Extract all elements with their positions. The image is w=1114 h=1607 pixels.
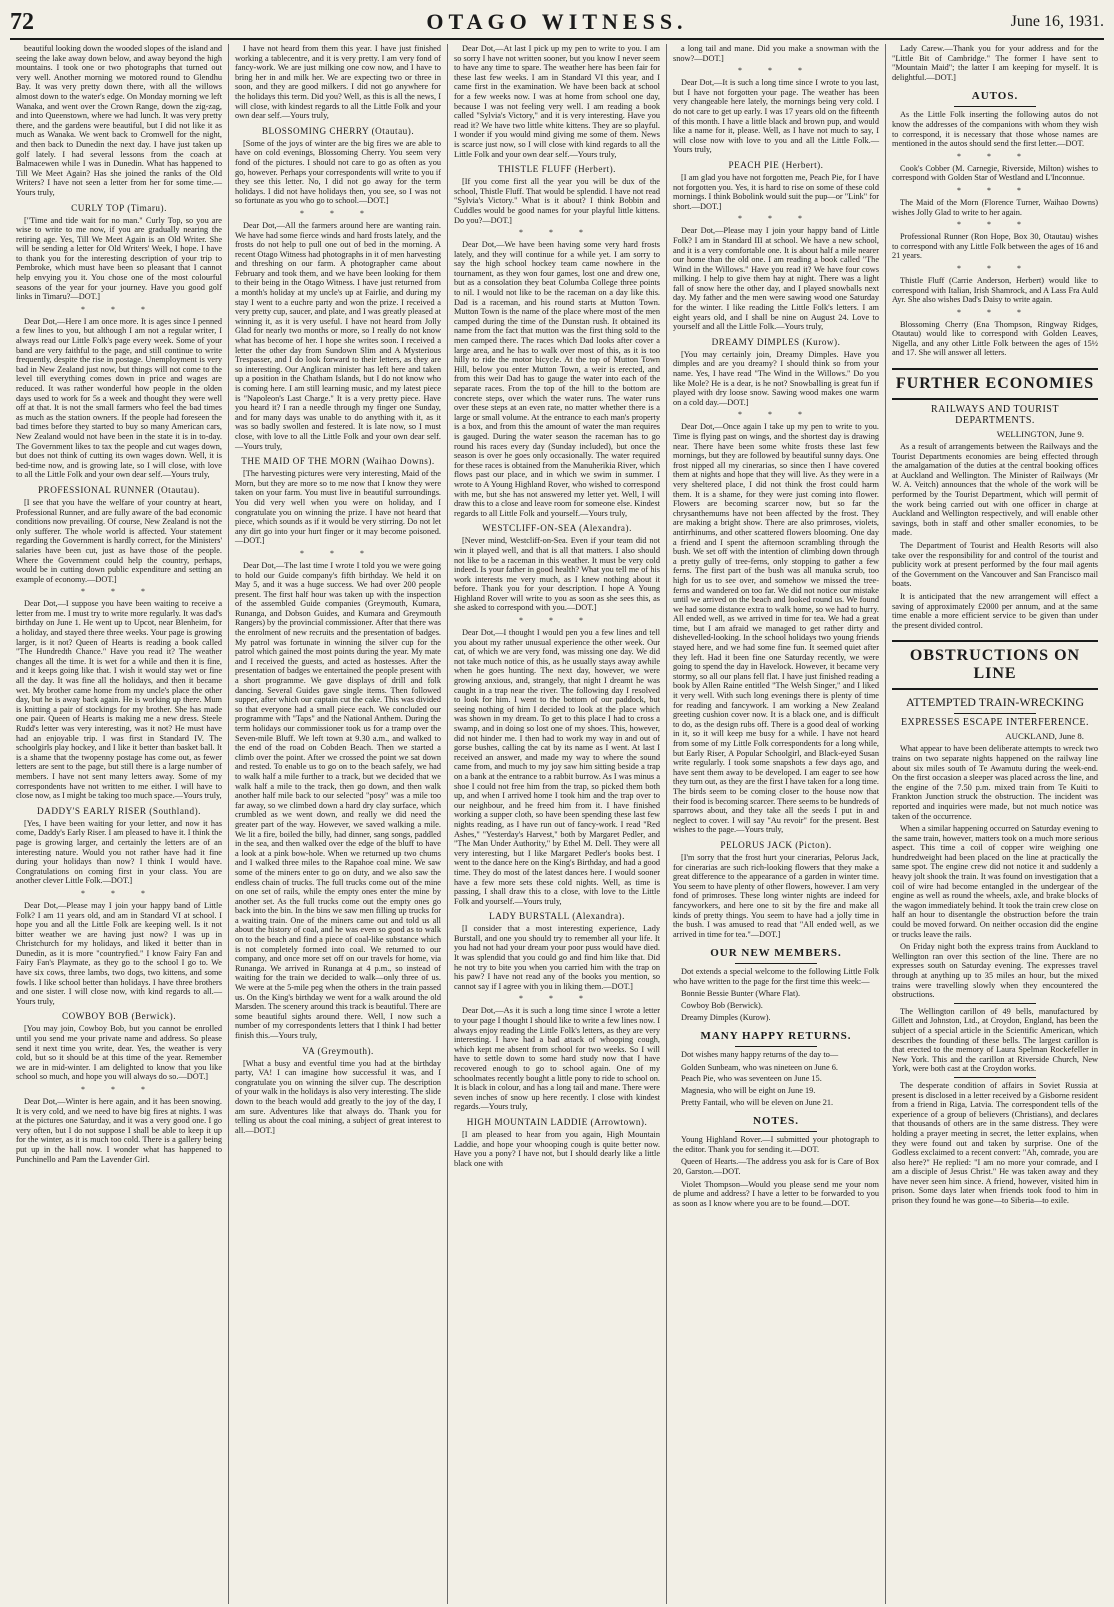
star-divider: * * *	[81, 888, 157, 898]
note-item: Young Highland Rover.—I submitted your photograph to the editor. Thank you for sending it.—DOT.	[673, 1135, 879, 1154]
issue-date: June 16, 1931.	[1010, 13, 1104, 30]
article-paragraph: On Friday night both the express trains from Auckland to Wellington ran over this section of the line. There are no expresses south on Saturday evening. The expresses travel through at anything up to 35 miles an hour, but the mixed trains were travelling slowly when they encountered the obstructions.	[892, 942, 1098, 1000]
star-divider: * * *	[957, 185, 1033, 195]
dot-reply: [Never mind, Westcliff-on-Sea. Even if your team did not win it played well, and that is all that matters. I also should not like to be a raceman in this weather. It must be very cold indeed. Is your father in good health? What you tell me of his work interests me very much, as I knew nothing about it before. Thank you for your description. I hope A Young Highland Rover will write to you as soon as she sees this, as she asked to correspond with you.—DOT.]	[454, 536, 660, 613]
letter-text: beautiful looking down the wooded slopes of the island and seeing the lake away down below, and away beyond the high mountains. I took one or two photographs that turned out very well. Another morning we motored round to Glendhu Bay. It was very pretty down there, with all the willows almost down to the water's edge. On Monday morning we left Wanaka, and went over the Crown Range, down the zig-zag, and into Queenstown, where we had lunch. It was very pretty there, and the gardens were beautiful, but I did not like it as much as Wanaka. We went back to Cromwell for the night, and then back to Dunedin the next day. I have just taken up golf lately. I had several lessons from the coach at Balmacewen while I was in Dunedin. What has happened to Till We Meet Again? Has she joined the ranks of the Old Writers? I have not seen a letter from her for some time.—Yours truly,	[16, 44, 222, 197]
heading-rule	[735, 1131, 817, 1132]
member-item: Bonnie Bessie Bunter (Whare Flat).	[681, 989, 801, 999]
columns	[10, 44, 1104, 1604]
star-divider: * * *	[738, 214, 814, 224]
letter-signature: CURLY TOP (Timaru).	[71, 202, 167, 213]
letter-text: Dear Dot,—We have been having some very hard frosts lately, and they will continue for a while yet. I am sorry to say the high school hockey team came nowhere in the tournament, as they won four games, lost one and drew one, but as a consolation they beat Columba College three points to nil. I would not like to be the raceman on a day like this. Dad is a raceman, and his round starts at Mutton Town. Mutton Town is the name of the place where most of the men camped during the time of the Dunstan rush. It obtained its name from the fact that mutton was the first thing sold to the men camped there. The races which Dad looks after cover a large area, and he has to walk over most of this, as it is too hilly to ride the motor bicycle. At the top of Mutton Town Hill, below you enter Mutton Town, a weir is erected, and from this weir Dad has to gauge the water into each of the separate races. From the top of the hill to the bottom are concrete steps, over which the water runs. The water runs over these steps at an even rate, no matter whether there is a large or small volume. At the entrance to each man's property is a box, and from this the amount of water the man requires is gauged. During the water season the raceman has to go round his races every day (Sunday included), but once the season is over he goes only occasionally. The water required for these races is obtained from the Manuherikia River, which flows past our place, and in which we swim in summer. I wrote to A Young Highland Rover, who wished to correspond with me, but she has not answered my letter yet. Well, I will draw this to a close and leave room for someone else. Kindest regards to all Little Folk and yourself.—Yours truly,	[454, 240, 660, 518]
letter-text: Dear Dot,—Once again I take up my pen to write to you. Time is flying past on wings, and the shortest day is drawing near. There have been some white frosts these last few mornings, but they are followed by beautiful sunny days. One frost nipped all my cinerarias, so since then I have covered them at nights and hope that they will live. As they were in a very sheltered place, I did not think the frost could harm them. It is a shame, for they were just coming into flower. Flowers are becoming scarcer now, but so far the chrysanthemums have not been affected by the frost. They are making a bright show. There are also primroses, violets, antirrhinums, and other scattered flowers blooming. One day a friend and I spent the afternoon scrambling through the bush. We set off with the intention of climbing down through a pretty gully of tree-ferns, only stopping to gather a few ferns. The first part of the bush was all manuka scrub, too high for us to see over, and somehow we missed the tree-ferns and wandered on too far. We did not notice our mistake until we arrived on the beach and looked round us. We found we had some distance extra to walk home, so we had to hurry. All ended well, as we arrived in time for tea. We had a great time, but I am afraid we managed to get rather dirty and dishevelled-looking. In the school holidays two young friends stayed here, and we had some fine fun. It seemed quiet after they left. Had it been fine one Saturday recently, we were going to spend the day in Havelock. However, it became very stormy, so all our plans fell flat. I have just finished reading a book by Allen Raine entitled "The Welsh Singer," and I liked it very well. With such long evenings there is plenty of time for reading and fancywork. I am working a New Zealand greeting cushion cover now. It is a black one, and is difficult to do, as the design rubs off. There is a good deal of working in it, so it will keep me busy for a while. I have not heard from some of my Little Folk correspondents for a long while, but Early Riser, A Popular Schoolgirl, and Black-eyed Susan write regularly. I took some snapshots a few days ago, and have sent them away to be developed. I am eager to see how they turn out, as they are the first I have taken for a long time. The birds seem to be coming closer to the house now that their food is becoming scarcer. There seems to be hundreds of sparrows about, and they take all the seeds I put in and neglect to cover. I will say "Au revoir" for the present. Best wishes to the page.—Yours truly,	[673, 422, 879, 835]
dot-reply: [The harvesting pictures were very interesting, Maid of the Morn, but they are more so to me now that I know they were taken on your farm. You must live in beautiful surroundings. You did very well when you were on holiday, and I congratulate you on winning the prize. I have not heard that piece, which sounds as if it would be very stirring. Do not let any dirt go into your hurt finger or it may become poisoned.—DOT.]	[235, 469, 441, 546]
further-economies-headline: FURTHER ECONOMIES	[892, 368, 1098, 400]
letter-signature: PROFESSIONAL RUNNER (Otautau).	[38, 484, 200, 495]
masthead	[10, 6, 1104, 40]
dot-reply: [If you come first all the year you will be dux of the school, Thistle Fluff. That would be splendid. I have not read "Sylvia's Victory." What is it about? I think Bobbin and Cuddles would be good names for your playful little kittens. Do you?—DOT.]	[454, 177, 660, 225]
letter-signature: THISTLE FLUFF (Herbert).	[498, 164, 616, 175]
dot-reply: [I consider that a most interesting experience, Lady Burstall, and one you should try to remember all your life. It you had not had your dream your poor puss would have died. It was splendid that you could go and find him like that. Did he not try to bite you when you carried him with the trap on his paw? I have not read any of the books you mention, so cannot say if I agree with you in liking them.—DOT.]	[454, 924, 660, 991]
dot-reply: [What a busy and eventful time you had at the birthday party, VA! I can imagine how successful it was, and I congratulate you on winning the silver cup. The description of your walk in the holidays is also very interesting. The slide down to the beach would add greatly to the joy of the day, I am sure. Adventures like that always do. Thank you for telling us about the coal mining, a subject of great interest to all.—DOT.]	[235, 1058, 441, 1135]
dot-reply: a long tail and mane. Did you make a snowman with the snow?—DOT.]	[673, 44, 879, 63]
dot-reply: [Yes, I have been waiting for your letter, and now it has come, Daddy's Early Riser. I am pleased to have it. I think the page is growing larger, and certainly the letters are of an interesting nature. Would you not rather have had it fine during your holidays than now? I think I would have. Congratulations on coming first in your class. You are another clever Little Folk.—DOT.]	[16, 818, 222, 886]
letter-signature: PEACH PIE (Herbert).	[728, 159, 824, 170]
dot-reply: [You may join, Cowboy Bob, but you cannot be enrolled until you send me your private name and address. So please send it next time you write, dear. Yes, the weather is very cold, but so it should be at this time of the year. Remember we are in mid-winter. I am delighted to know that you like school so much, and hope you will always do so.—DOT.]	[16, 1024, 222, 1082]
economies-dateline: WELLINGTON, June 9.	[996, 429, 1084, 440]
dot-reply: [I am pleased to hear from you again, High Mountain Laddie, and hope your whooping cough is quite better now. Have you a pony? I have not, but I should dearly like a little black one with	[454, 1129, 660, 1168]
notes-heading: NOTES.	[752, 1115, 800, 1128]
letter-text: I have not heard from them this year. I have just finished working a tablecentre, and it is very pretty. I am very fond of fancy-work. We are just milking one cow now, and I have to bring her in and milk her. We are expecting two or three in soon, and they are good milkers. I did not go anywhere for the holidays this term. Did you? Well, as this is all the news, I will close, with kindest regards to all the Little Folk and your own dear self.—Yours truly,	[235, 44, 441, 121]
column-5	[886, 44, 1104, 1604]
letter-signature: COWBOY BOB (Berwick).	[61, 1011, 177, 1022]
dot-reply: ["Time and tide wait for no man." Curly Top, so you are wise to write to me now, if you are gradually nearing the retiring age. Yes, Till We Meet Again is an Old Writer. She will be sending a letter for Old Writers' Week, I hope. I have to thank you for the interesting description of your trip to Pembroke, which must have been so pleasant that I cannot help envying you it. You chose one of the most colourful seasons of the year for your journey. Have you good golf links in Timaru?—DOT.]	[16, 215, 222, 302]
heading-rule	[735, 963, 817, 964]
letter-signature: DREAMY DIMPLES (Kurow).	[711, 336, 841, 347]
dot-reply: [I'm sorry that the frost hurt your cinerarias, Pelorus Jack, for cinerarias are such rich-looking flowers that they make a great difference to the appearance of a garden in winter time. You seem to have plenty of other flowers, however. I am very fond of primroses. These long winter nights are indeed for fancyworkers, and here one to sit by the fire and make all kinds of pretty things. You seem to have had a jolly time in the bush. I was amused to read that "All ended well, as we arrived in time for tea."—DOT.]	[673, 852, 879, 939]
letter-text: Dear Dot,—Please may I join your happy band of Little Folk? I am in Standard III at school. We have a new school, and it is a very comfortable one. It is about half a mile nearer our home than the old one. I am reading a book called "The Wind in the Willows." Have you read it? We have four cows milking. I help to give them hay at night. There was a light fall of snow here the other day, and I played snowballs next day. My father and the men were sawing wood one Saturday for the winter. I like reading the Little Folk's letters. I am eight years old, and I shall be nine on August 24. Love to yourself and all the Little Folk.—Yours truly,	[673, 226, 879, 332]
birthday-item: Peach Pie, who was seventeen on June 15.	[681, 1074, 822, 1084]
auto-item: The Maid of the Morn (Florence Turner, Waihao Downs) wishes Jolly Glad to write to her again.	[892, 197, 1098, 217]
article-paragraph: What appear to have been deliberate attempts to wreck two trains on two separate nights happened on the railway line about six miles south of Te Awamutu during the week-end. On the first occasion a sleeper was placed across the line, and the engine of the 7.50 p.m. mixed train from Te Kuiti to Frankton Junction struck the obstruction. The incident was reported and inquiries were made, but not much notice was taken of the occurrence.	[892, 744, 1098, 821]
birthday-item: Pretty Fantail, who will be eleven on June 21.	[681, 1097, 834, 1107]
happy-returns-heading: MANY HAPPY RETURNS.	[700, 1030, 852, 1043]
article-paragraph: The Department of Tourist and Health Resorts will also take over the responsibility for and control of the tourist and publicity work at present performed by the four mail agents of the Government on the Vancouver and San Francisco mail boats.	[892, 541, 1098, 589]
star-divider: * * *	[81, 587, 157, 597]
star-divider: * * *	[81, 304, 157, 314]
obstructions-headline: OBSTRUCTIONS ON LINE	[892, 640, 1098, 690]
returns-intro: Dot wishes many happy returns of the day to—	[681, 1050, 839, 1060]
article-paragraph: As a result of arrangements between the Railways and the Tourist Departments economies are being effected through the amalgamation of the duties at the central booking offices at Auckland and Wellington. The Minister of Railways (Mr W. A. Veitch) announces that the whole of the work will be performed by the Tourist Department, which will permit of the work being carried out with one officer in charge at Auckland and Wellington respectively, and will enable other savings, both in staff and other smaller economies, to be made.	[892, 442, 1098, 538]
star-divider: * * *	[300, 208, 376, 218]
star-divider: * * *	[519, 994, 595, 1004]
new-members-heading: OUR NEW MEMBERS.	[710, 947, 842, 960]
letter-text: Dear Dot,—I thought I would pen you a few lines and tell you about my rather unusual experience the other week. Our cat, of which we are very fond, was missing one day. We did not take much notice of this, as he usually stays away awhile when he goes hunting. The next day, however, we were growing anxious, and, strangely, that night I dreamt he was caught in a trap near the river. The following day I resolved to look for him. I went to the bottom of our paddock, but seeing nothing of him I decided to look at the place which was shown in my dream. To get to this place I had to cross a swamp, and in doing so lost one of my shoes. This, however, did not hinder me. I then had to work my way in and out of gorse bushes, calling the cat by its name as I went. At last I received an answer, and made my way to where the sound came from, and much to my joy saw him sitting beside a trap on a bank at the entrance to a rabbit burrow. As I was minus a shoe I could not free him from the trap, so picked them both up, and when I arrived home I took him and the trap over to our neighbour, and he freed him from it. I have finished working a supper cloth, so have been spending these last few nights reading, as I have run out of fancy-work. I read "Red Ashes," "Yesterday's Harvest," both by Margaret Pedler, and "The Man Under Authority," by Ethel M. Dell. They were all very interesting, but I like Margaret Pedler's books best. I went to the dance here on the King's Birthday, and had a good time. They do most of the latest dances here. I would sooner have a few more sets these cold nights. Well, as time is passing, I shall draw this to a close, with love to the Little Folk and yourself.—Yours truly,	[454, 628, 660, 906]
letter-signature: BLOSSOMING CHERRY (Otautau).	[261, 125, 415, 136]
note-item: Queen of Hearts.—The address you ask for is Care of Box 20, Garston.—DOT.	[673, 1157, 879, 1176]
star-divider: * * *	[957, 151, 1033, 161]
star-divider: * * *	[957, 263, 1033, 273]
article-rule	[954, 1003, 1036, 1004]
star-divider: * * *	[738, 410, 814, 420]
note-item: Lady Carew.—Thank you for your address and for the "Little Bit of Cambridge." The former I have sent to "Mountain Maid"; the latter I am keeping for myself. It is delightful.—DOT.]	[892, 44, 1098, 82]
letter-signature: PELORUS JACK (Picton).	[720, 839, 832, 850]
birthday-item: Magnesia, who will be eight on June 19.	[681, 1086, 816, 1096]
letter-text: Dear Dot,—Please may I join your happy band of Little Folk? I am 11 years old, and am in Standard VI at school. I hope you and all the Little Folk are keeping well. Is it not bitter weather we are having just now? I was up in Christchurch for my holidays, and liked it better than in Dunedin, as it is more "countryfied." I know Fairy Fan and Fairy Fan's Playmate, as they go to the school I go to. We have six cows, three lambs, two dogs, two kittens, and some fowls. I like school better than holidays. I have three brothers and one sister. I will close now, with kind regards to all.—Yours truly,	[16, 900, 222, 1006]
star-divider: * * *	[81, 1085, 157, 1094]
letter-text: Dear Dot,—At last I pick up my pen to write to you. I am so sorry I have not written sooner, but you know I never seem to have any time to spare. The weather here has been fair for these last few weeks. I am in Standard VI this year, and I came first in the examination. We have been back at school for a few weeks now. I was at home from school one day, because I was not feeling very well. I am reading a book called "Sylvia's Victory," and it is very interesting. Have you read it? We have two little white kittens. They are so playful. I wonder if you would mind giving me some of them. News is scarce just now, so I will close with kind regards to all the Little Folk and your own dear self.—Yours truly,	[454, 44, 660, 159]
economies-subhead: RAILWAYS AND TOURIST DEPARTMENTS.	[931, 404, 1059, 427]
column-2	[229, 44, 448, 1604]
star-divider: * * *	[957, 307, 1033, 317]
letter-signature: LADY BURSTALL (Alexandra).	[489, 911, 625, 922]
star-divider: * * *	[957, 220, 1033, 230]
star-divider: * * *	[519, 616, 595, 626]
member-item: Dreamy Dimples (Kurow).	[681, 1012, 771, 1022]
auto-item: Blossoming Cherry (Ena Thompson, Ringway Ridges, Otautau) would like to correspond with Golden Leaves, Nigella, and any other Little Folk between the ages of 15½ and 17. She will answer all letters.	[892, 319, 1098, 358]
dot-reply: [I am glad you have not forgotten me, Peach Pie, for I have not forgotten you. Yes, it is hard to rise on some of these cold mornings. I think Bobolink would suit the pup—or "Link" for short.—DOT.]	[673, 172, 879, 211]
note-item: Violet Thompson—Would you please send me your nom de plume and address? I have a letter to be forwarded to you as soon as I know where you are to be found.—DOT.	[673, 1179, 879, 1208]
article-paragraph: The desperate condition of affairs in Soviet Russia at present is disclosed in a letter received by a Gisborne resident from a friend in Riga, Latvia. The correspondent tells of the experience of a group of believers (Christians), and declares that thousands of others are in the same distress. They were holding a prayer meeting in secret, the letter explains, when they were found out and taken by surprise. One of the Godless exclaimed to a recent convert: "Ah, comrade, you are also here?" He replied: "I am no more your comrade, and I am a disciple of Jesus Christ." He was taken away and they have never seen him since. A friend, however, visited him in prison. Some days later when friends took food to him in prison they found he was gone—to Siberia—to exile.	[892, 1080, 1098, 1206]
letter-text: Dear Dot,—The last time I wrote I told you we were going to hold our Guide company's fifth birthday. We held it on May 5, and it was a huge success. We had over 200 people present. The first half hour was taken up with the inspection of the assembled Guide companies (Greymouth, Kumara, Runanga, and Dobson Guides, and Kumara and Greymouth Rangers) by the provincial commissioner. After that there was the enrolment of new recruits and the presentation of badges. My patrol was fortunate in winning the silver cup for the patrol which gained the most points during the year. My mate and I received the guests, and acted as hostesses. After the presentation of badges we entertained the people present with a short programme. We gave displays of drill and folk dancing. Several Guides gave single items. Then followed supper, after which our captain cut the cake. This was divided so that everyone had a small piece each. We concluded our programme with "Taps" and the National Anthem. During the term holidays our commissioner took us for a tramp over the Seven-mile Bluff. We left town at 9.30 a.m., and walked to the end of the road on Cobden Beach. Then we started a climb over the point. After we crossed the point we sat down and rested. To enable us to go on to the beach safely, we had to walk half a mile further to a track, but we decided that we walk half a mile to the track, then go down, and then walk another half mile back to our selected "posy" was a mile too far away, so we climbed down a hard dry clay surface, which crumbled as we went down, and really we did need the greater part of the way. However, we saved walking a mile. We lit a fire, boiled the billy, had dinner, sang songs, paddled in the sea, and then walked over the edge of the bluff to have a look at a pink bow-hole. When we returned up two chums and I walked three miles to the Rapahoe coal mine. We saw some of the miners enter to go on duty, and we also saw the endless chain of trucks. The full trucks come out of the mine on one set of rails, while the empty ones enter the mine by another set. As the full trucks come out the empty ones go back into the bin. In the bins we saw men filling up trucks for a waiting train. One of the miners came out and told us all about the history of coal, and he was even so good as to walk on to the beach and find a piece of coal-like substance which is not completely formed into coal. We returned to our company, and once more set off on our travels for home, via Runanga. We arrived in Runanga at 4 p.m., so instead of waiting for the train we decided to walk—only three of us. We were at the 5-mile peg when the others in the train passed us. On the King's birthday we went for a walk around the old Marsden. The scenery around this track is beautiful. There are some beautiful sights around there. Well, I now such a number of my correspondents letters that I think I had better finish this.—Yours truly,	[235, 560, 441, 1040]
article-paragraph: It is anticipated that the new arrangement will effect a saving of approximately £2000 per annum, and at the same time enable a more efficient service to be given than under the present divided control.	[892, 591, 1098, 630]
auto-item: Thistle Fluff (Carrie Anderson, Herbert) would like to correspond with Italian, Irish Shamrock, and A Lass Fra Auld Ayr. She also wishes Dad's Daisy to write again.	[892, 275, 1098, 305]
letter-signature: DADDY'S EARLY RISER (Southland).	[37, 805, 201, 816]
letter-text: Dear Dot,—Winter is here again, and it has been snowing. It is very cold, and we need to have big fires at nights. I was at the pictures one Saturday, and it was a very good one. I go very often, but I do not suppose I shall be able to keep it up for the winter, as it is much too cold. There is a gallery being put up in the hall now. I wonder what has happened to Punchinello and Pam the Lavender Girl.	[16, 1097, 222, 1164]
letter-text: Dear Dot,—All the farmers around here are wanting rain. We have had some fierce winds and hard frosts lately, and the frosts do not help to pull one out of bed in the morning. A recent Otago Witness had photographs in it of men harvesting and threshing on our farm. A photographer came about February and took them, and we have been looking for them to their being in the Otago Witness. I have just returned from a month's holiday at my uncle's up at Fairlie, and during my stay I went to a euchre party and won the prize. I received a very pretty cup, saucer, and plate, and I was greatly pleased at winning it, as it is very useful. I have not heard from Jolly Glad for nearly two months or more, so I really do not know what has become of her. I hope she writes soon. I received a letter the other day from Sundown Slim and A Mysterious Trespasser, and I do look forward to their letters, as they are so interesting. Our Anglican minister has left here and taken up a position in the Chatham Islands, but I do not know who is coming here. I am still learning music, and my latest piece is "Napoleon's Last Charge." It is a very pretty piece. Have you heard it? I ran a needle through my finger one Sunday, and for many days was unable to do anything with it, as it was so badly swollen and festered. It is late now, so I must close, with love to all the Little Folk and your own dear self.—Yours truly,	[235, 220, 441, 451]
members-intro: Dot extends a special welcome to the following Little Folk who have written to the page for the first time this week:—	[673, 967, 879, 986]
letter-signature: VA (Greymouth).	[302, 1045, 374, 1056]
dot-reply: [You may certainly join, Dreamy Dimples. Have you dimples and are you dreamy? I should think so from your name. Yes, I have read "The Wind in the Willows." Do you like Mole? He is a dear, is he not? Snowballing is great fun if played with dry loose snow. Sawing wood makes one warm on a cold day.—DOT.]	[673, 349, 879, 407]
obstructions-dateline: AUCKLAND, June 8.	[1005, 731, 1084, 742]
heading-rule	[954, 713, 1036, 714]
letter-signature: THE MAID OF THE MORN (Waihao Downs).	[241, 456, 435, 467]
column-1	[10, 44, 229, 1604]
star-divider: * * *	[738, 66, 814, 76]
letter-text: Dear Dot,—Here I am once more. It is ages since I penned a few lines to you, but although I am not a regular writer, I always read our Little Folk's page every week. Some of your band are very faithful to the page, and still continue to write frequently, despite the rise in postage. Unemployment is very bad in New Zealand just now, but things will not come to the level till everything comes down in price and wages are reduced. It was rather wonderful how people in the olden days used to work for 5s a week and thought they were well off at that. It is not the small farmers who feel the bad times as much as the station owners. If the people had foreseen the bad times before they started to buy so many American cars, New Zealand would not have been in the state it is in to-day. The Government likes to tax the people and cut wages down, but does not think of cutting its own wages down. Well, it is bed-time now, and is growing late, so I will close, with love to all the Little Folk and your own dear self.—Yours truly,	[16, 316, 222, 480]
letter-text: Dear Dot,—As it is such a long time since I wrote a letter to your page I thought I should like to write a few lines now. I always enjoy reading the Little Folk's letters, as they are very interesting. I have had a bad attack of whooping cough, which kept me absent from school for two weeks. So I will have to settle down to some hard study now that I have recovered enough to go to school again. One of my schoolmates recently bought a little pony to ride to school on. It is black in colour, and has a long tail and mane. There were seven inches of snow up here recently. I close with kindest regards.—Yours truly,	[454, 1006, 660, 1112]
obstructions-subhead: ATTEMPTED TRAIN-WRECKING	[905, 695, 1085, 710]
auto-item: Professional Runner (Ron Hope, Box 30, Otautau) wishes to correspond with any Little Folk between the ages of 16 and 21 years.	[892, 232, 1098, 261]
autos-heading: AUTOS.	[971, 90, 1019, 103]
dot-reply: [Some of the joys of winter are the big fires we are able to have on cold evenings, Blossoming Cherry. You seem very fond of the pictures. I should not care to go as often as you go, however. Perhaps your correspondents will write to you if they see this letter. No, I did not go away for the term holidays. I did not have holidays then, you see, so I was not so fortunate as you who go to school.—DOT.]	[235, 138, 441, 206]
star-divider: * * *	[519, 228, 595, 238]
heading-rule	[954, 106, 1036, 107]
auto-item: Cook's Cobber (M. Carnegie, Riverside, Milton) wishes to correspond with Golden Star of Westland and L'Inconnue.	[892, 163, 1098, 183]
column-3	[448, 44, 667, 1604]
article-paragraph: The Wellington carillon of 49 bells, manufactured by Gillett and Johnston, Ltd., at Croydon, England, has been the subject of a special article in the Scientific American, which describes the founding of these bells. The largest carillon is that erected to the memory of Laura Spelman Rockefeller in New York. This and the carillon at Riverside Church, New York, were both cast at the Croydon works.	[892, 1006, 1098, 1074]
member-item: Cowboy Bob (Berwick).	[681, 1001, 763, 1011]
paper-name: OTAGO WITNESS.	[426, 9, 688, 34]
article-paragraph: When a similar happening occurred on Saturday evening to the same train, however, matters took on a much more serious aspect. This time a coil of copper wire weighing one hundredweight had been placed on the line at practically the same spot. The engine crew did not notice it and suddenly a heavy jolt shook the train. It was found on investigation that a coil of wire had become entangled in the undergear of the engine as well as round the wheels, axle, and brake blocks of the wagon immediately behind. It took the train crew close on half an hour to disentangle the obstruction before the train could be moved forward. On neither occasion did the engine or trucks leave the rails.	[892, 824, 1098, 939]
letter-text: Dear Dot,—It is such a long time since I wrote to you last, but I have not forgotten your page. The weather has been very changeable here lately, the mornings being very cold. I do not care to get up early. I was 17 years old on the fifteenth of this month. I have a little black and brown pup, and would like a name for it, please. Well, as I have not much to say, I will close now with love to you and all the Little Folk.—Yours truly,	[673, 78, 879, 155]
page-number: 72	[10, 8, 34, 35]
article-rule	[954, 1077, 1036, 1078]
obstructions-subhead-2: EXPRESSES ESCAPE INTERFERENCE.	[900, 717, 1090, 729]
letter-signature: HIGH MOUNTAIN LADDIE (Arrowtown).	[466, 1116, 648, 1127]
star-divider: * * *	[300, 548, 376, 558]
birthday-item: Golden Sunbeam, who was nineteen on June 6.	[681, 1062, 838, 1072]
letter-text: Dear Dot,—I suppose you have been waiting to receive a letter from me. I must try to write more regularly. It was dad's birthday on June 1. He went up to Upcot, near Blenheim, for a holiday, and stayed there three weeks. Your page is growing larger, is it not? Queen of Hearts is reading a book called "The Hundredth Chance." Have you read it? The weather changes all the time. It is wet for a while and then it is fine, and it keeps going like that. I wish it would stay wet or fine all the day. It was fine all the holidays, and then it became wet. My brother came home from my uncle's place the other day, but he is away back again. He is working up there. Mum is knitting a pair of stockings for my brother. She has made one pair. Queen of Hearts is making me a new dress. Steele Rudd's letter was very interesting, was it not? He must have had an enjoyable trip. I was first in Standard IV. The schoolgirls play hockey, and I like it better than basket ball. It is a shame that the twopenny postage has come out, as fewer letters are sent to the page, but still there is a large number of members. I have not sent many letters away. Some of my correspondents have not written to me either. I will have to close now, as I might be taking too much space.—Yours truly,	[16, 599, 222, 801]
column-4	[667, 44, 886, 1604]
dot-reply: [I see that you have the welfare of your country at heart, Professional Runner, and are fully aware of the bad economic conditions now prevailing. Of course, New Zealand is not the only sufferer. The whole world is affected. Your statement regarding the Government is hardly correct, for the Ministers' salaries have been cut, just as have those of the people. Where the Government could help the country, perhaps, would be in cutting down public expenditure and setting an example of economy.—DOT.]	[16, 497, 222, 584]
letter-signature: WESTCLIFF-ON-SEA (Alexandra).	[482, 523, 632, 534]
autos-intro: As the Little Folk inserting the following autos do not know the addresses of the companions with whom they wish to correspond, it is necessary that those whose names are mentioned in the autos should send the first letter.—DOT.	[892, 110, 1098, 149]
heading-rule	[735, 1046, 817, 1047]
